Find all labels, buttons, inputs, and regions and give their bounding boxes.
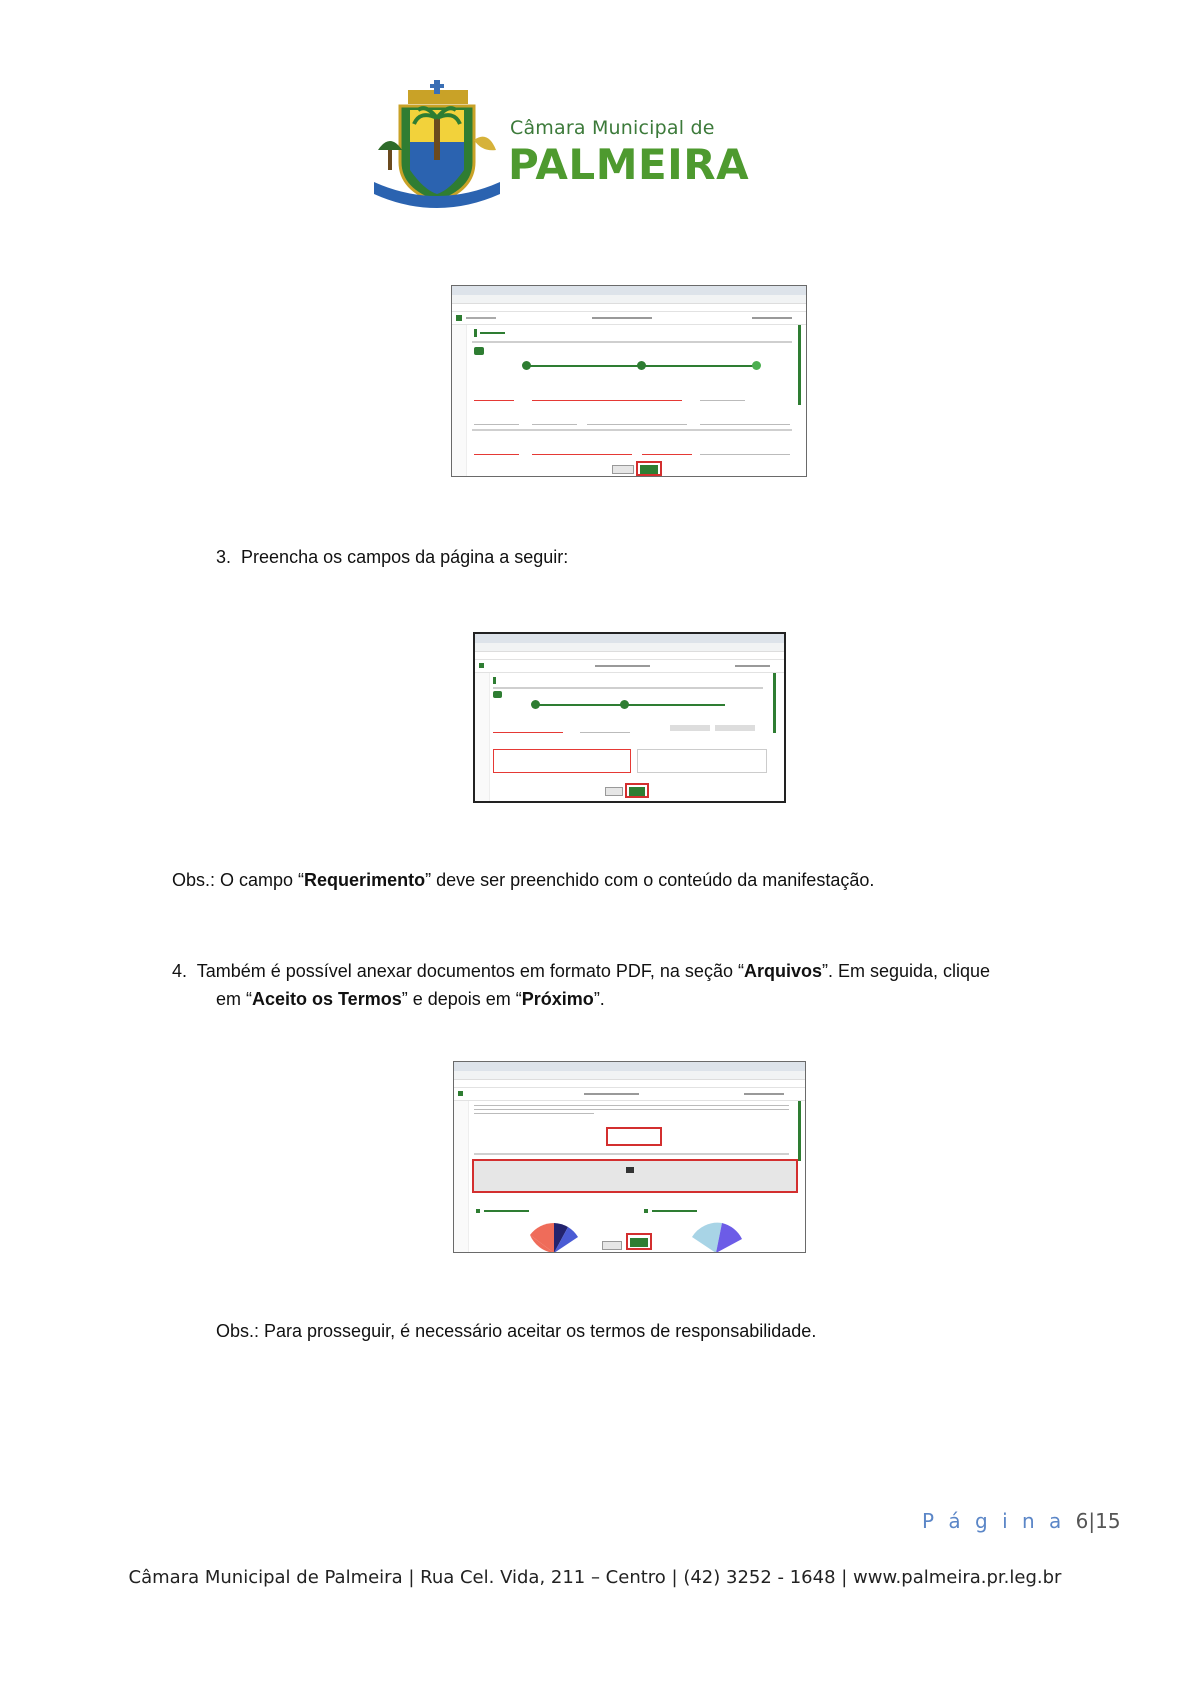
screenshot-requirement-form xyxy=(473,632,786,803)
page-separator: | xyxy=(1088,1509,1096,1533)
step4-bold-arquivos: Arquivos xyxy=(743,961,822,981)
step-4-number: 4. xyxy=(172,961,188,981)
step-3-instruction xyxy=(216,543,568,571)
step-4-line2 xyxy=(172,985,1112,1013)
obs1-bold-requerimento: Requerimento xyxy=(304,870,426,890)
obs1-prefix: Obs.: O campo “ xyxy=(172,870,305,890)
footer-address: Câmara Municipal de Palmeira | Rua Cel. Vida, 211 – Centro | (42) 3252 - 1648 | www.palmeira.pr.leg.br xyxy=(128,1567,1062,1588)
logo-title-line2: PALMEIRA xyxy=(508,140,750,189)
step-4-instruction xyxy=(172,957,1112,1013)
page-number xyxy=(922,1509,1121,1533)
step4-bold-proximo: Próximo xyxy=(521,989,594,1009)
step4-part4: ” e depois em “ xyxy=(401,989,522,1009)
page-current: 6 xyxy=(1075,1509,1089,1533)
pie-chart-icon xyxy=(524,1217,584,1253)
step4-part5: ”. xyxy=(593,989,605,1009)
page-total: 15 xyxy=(1095,1509,1121,1533)
step4-part1: Também é possível anexar documentos em formato PDF, na seção “ xyxy=(196,961,744,981)
screenshot-attachments-form xyxy=(453,1061,806,1253)
step-3-text: Preencha os campos da página a seguir: xyxy=(241,547,569,567)
obs-requirement-note xyxy=(172,866,874,894)
obs1-suffix: ” deve ser preenchido com o conteúdo da manifestação. xyxy=(425,870,875,890)
coat-of-arms-icon xyxy=(370,80,505,215)
screenshot-identification-form xyxy=(451,285,807,477)
step4-part2: ”. Em seguida, clique xyxy=(821,961,991,981)
step4-part3: em “ xyxy=(216,989,252,1009)
page-label: P á g i n a xyxy=(922,1509,1066,1533)
step4-bold-aceito: Aceito os Termos xyxy=(252,989,402,1009)
step-3-number: 3. xyxy=(216,547,232,567)
obs-terms-note: Obs.: Para prosseguir, é necessário aceitar os termos de responsabilidade. xyxy=(216,1321,817,1341)
logo-title-line1: Câmara Municipal de xyxy=(510,117,715,139)
status-chart-icon xyxy=(686,1217,746,1253)
